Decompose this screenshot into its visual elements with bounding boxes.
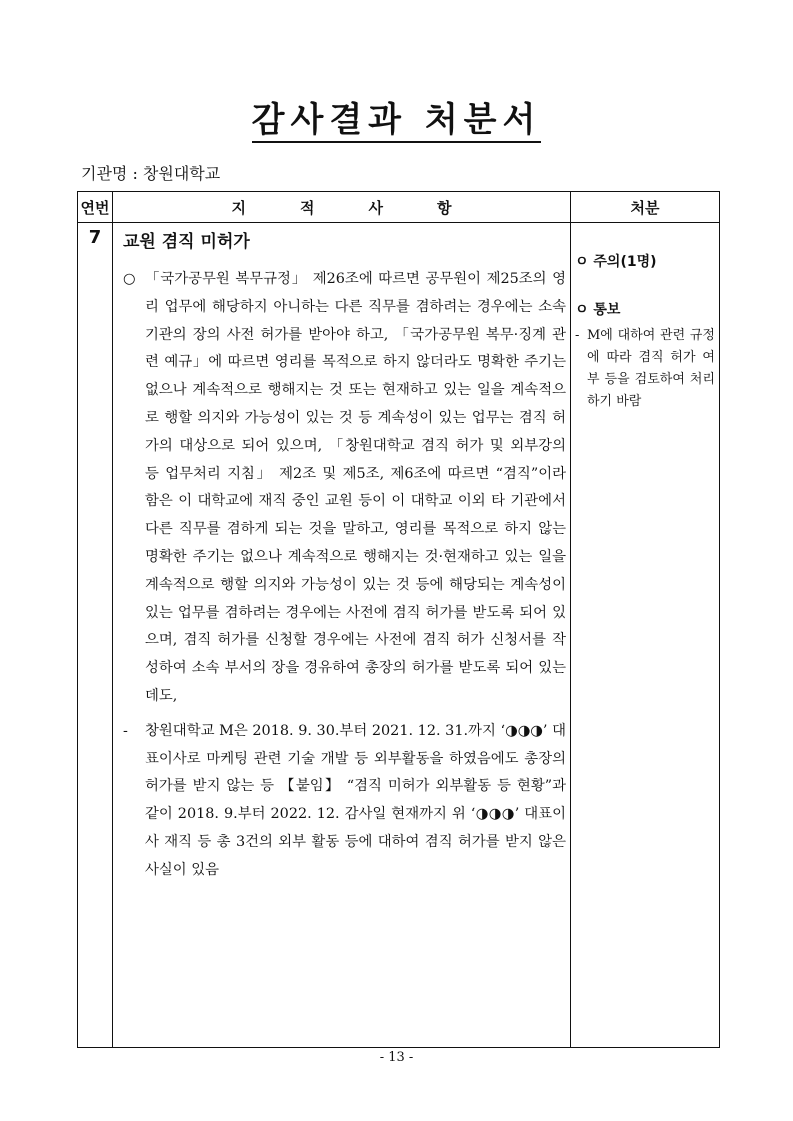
action-cell: [571, 223, 720, 1048]
action-notice: ㅇ 통보: [575, 302, 621, 318]
header-number: 연번: [78, 192, 113, 223]
header-action: 처분: [571, 192, 720, 223]
findings-cell: [113, 223, 571, 1048]
action-caution: ㅇ 주의(1명): [575, 254, 657, 270]
dash-marker: -: [123, 722, 128, 739]
row-number: 7: [78, 223, 113, 1048]
document-title-text: 감사결과 처분서: [252, 100, 542, 143]
issue-title: 교원 겸직 미허가: [123, 232, 250, 252]
header-findings: [113, 192, 571, 223]
page-number: - 13 -: [379, 1050, 414, 1065]
document-title: [0, 92, 793, 141]
table-header-row: [78, 192, 720, 223]
bullet-marker: ○: [123, 271, 136, 287]
finding-detail-text: 창원대학교 M은 2018. 9. 30.부터 2021. 12. 31.까지 ‘◑◑◑’ 대표이사로 마케팅 관련 기술 개발 등 외부활동을 하였음에도 총장의 허가를 받지 않는 등 【붙임】 “겸직 미허가 외부활동 등 현황”과 같이 2018. 9.부터 2022. 12. 감사일 현재까지 위 ‘◑◑◑’ 대표이사 재직 등 총 3건의 외부 활동 등에 대하여 겸직 허가를 받지 않은 사실이 있음: [145, 722, 566, 878]
organization-label: 기관명 : 창원대학교: [81, 164, 221, 183]
finding-paragraph-text: 「국가공무원 복무규정」 제26조에 따르면 공무원이 제25조의 영리 업무에 해당하지 아니하는 다른 직무를 겸하려는 경우에는 소속 기관의 장의 사전 허가를 받아야 하고, 「국가공무원 복무·징계 관련 예규」에 따르면 영리를 목적으로 하지 않더라도 명확한 주기는 없으나 계속적으로 행해지는 것 또는 현재하고 있는 일을 계속적으로 행할 의지와 가능성이 있는 것 등 계속성이 있는 업무는 겸직 허가의 대상으로 되어 있으며, 「창원대학교 겸직 허가 및 외부강의 등 업무처리 지침」 제2조 및 제5조, 제6조에 따르면 “겸직”이라 함은 이 대학교에 재직 중인 교원 등이 이 대학교 이외 타 기관에서 다른 직무를 겸하게 되는 것을 말하고, 영리를 목적으로 하지 않는 명확한 주기는 없으나 계속적으로 행해지는 것·현재하고 있는 일을 계속적으로 행할 의지와 가능성이 있는 것 등에 해당되는 계속성이 있는 업무를 겸하려는 경우에는 사전에 겸직 허가를 받도록 되어 있으며, 겸직 허가를 신청할 경우에는 사전에 겸직 허가 신청서를 작성하여 소속 부서의 장을 경유하여 총장의 허가를 받도록 되어 있는데도,: [145, 271, 566, 704]
table-row: [78, 223, 720, 1048]
finding-paragraph: [119, 266, 566, 711]
header-findings-text: 지적사항: [231, 198, 506, 217]
action-note-text: M에 대하여 관련 규정에 따라 겸직 허가 여부 등을 검토하여 처리하기 바람: [587, 328, 715, 409]
finding-detail: [119, 718, 566, 885]
dash-marker: -: [575, 328, 580, 343]
audit-table: [77, 191, 720, 1048]
action-note: [575, 325, 715, 413]
